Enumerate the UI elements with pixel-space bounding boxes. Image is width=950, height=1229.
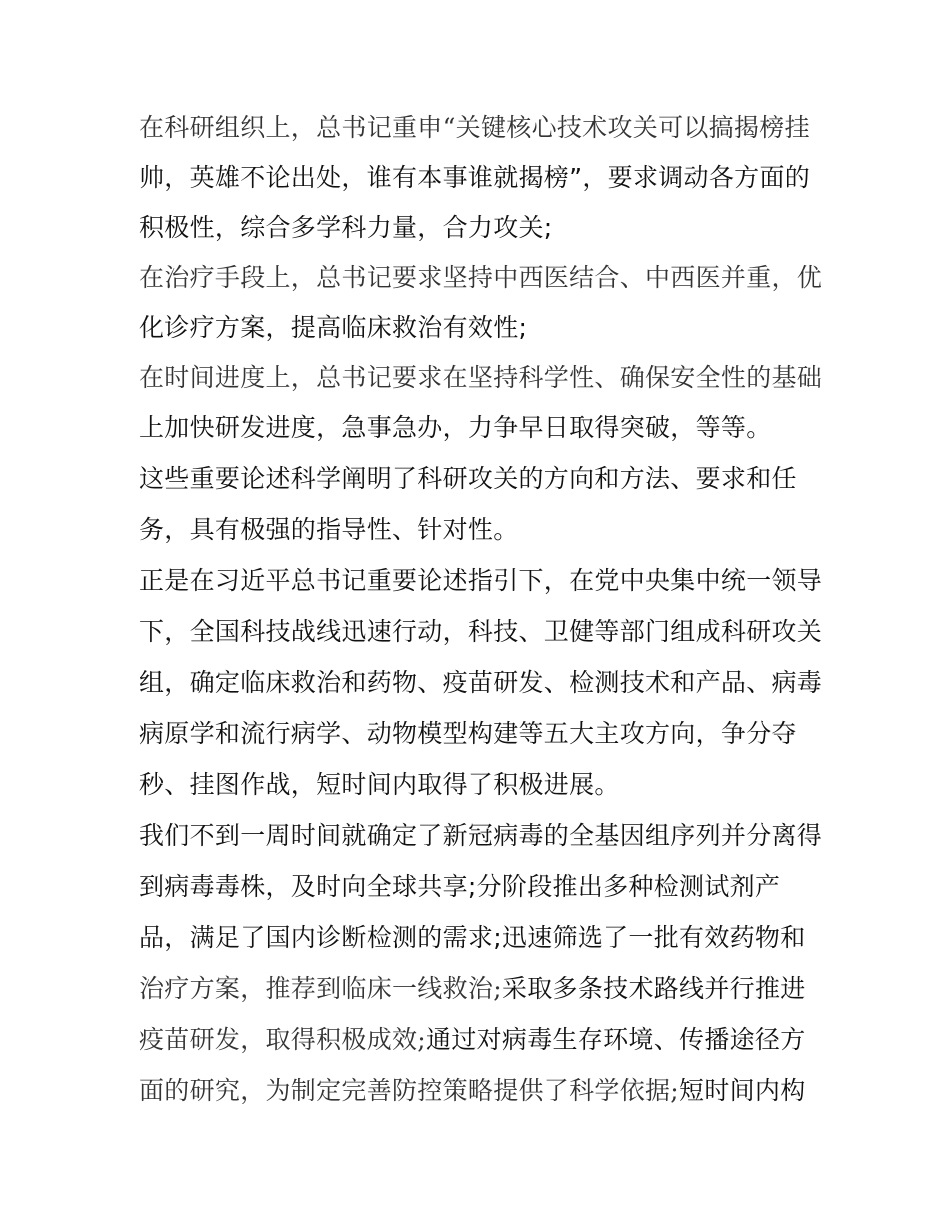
text-segment: 采取多条技术路线并行推进 [501, 974, 806, 1003]
text-line-18 [139, 969, 806, 1009]
text-segment: 治疗方案，推荐到临床一线救治; [139, 974, 502, 1003]
text-segment: 短时间内构 [679, 1076, 806, 1105]
text-line-8 [139, 459, 797, 499]
text-segment: 病原学和流行病学、动物模型构建等五大主攻方向，争分夺 [139, 719, 797, 748]
text-line-20 [139, 1071, 806, 1111]
text-segment: 在科研组织上，总书记重申“关键核心技术攻关可以搞揭榜挂 [139, 113, 810, 142]
text-segment: 在时间进度上，总书记要求在坚持科学性、确保安全性的基础 [139, 363, 823, 392]
text-segment: 积极性，综合多学科力量，合力攻关; [139, 213, 553, 242]
text-line-10 [139, 561, 822, 601]
text-segment: 务，具有极强的指导性、针对性。 [139, 515, 519, 544]
text-segment: 帅，英雄不论出处，谁有本事谁就揭榜”，要求调动各方面的 [139, 163, 811, 192]
text-segment: 在治疗手段上，总书记要求坚持中西医结合、中西医并重，优 [139, 263, 823, 292]
text-line-3 [139, 208, 553, 248]
text-segment: 秒、挂图作战，短时间内取得了积极进展。 [139, 770, 620, 799]
text-line-16 [139, 867, 780, 907]
text-segment: 通过对病毒生存环境、传播途径方 [426, 1025, 806, 1054]
text-segment: 正是在习近平总书记重要论述指引下，在党中央集中统一领导 [139, 566, 823, 595]
text-segment: 下，全国科技战线迅速行动，科技、卫健等部门组成科研攻关 [139, 617, 823, 646]
text-line-1 [139, 108, 810, 148]
text-segment: 组，确定临床救治和药物、疫苗研发、检测技术和产品、病毒 [139, 668, 823, 697]
text-segment: 我们不到一周时间就确定了新冠病毒的全基因组序列并分离得 [139, 821, 823, 850]
text-segment: 品，满足了国内诊断检测的需求;迅速筛选了一批有效药物和 [139, 923, 806, 952]
text-line-5 [139, 308, 527, 348]
text-line-6 [139, 358, 822, 398]
text-line-13 [139, 714, 797, 754]
text-segment: 疫苗研发，取得积极成效; [139, 1025, 427, 1054]
text-line-7 [139, 408, 772, 448]
text-line-19 [139, 1020, 806, 1060]
text-line-15 [139, 816, 822, 856]
text-segment: 面的研究，为制定完善防控策略提供了科学依据; [139, 1076, 680, 1105]
text-line-4 [139, 258, 822, 298]
text-line-9 [139, 510, 519, 550]
text-segment: 化诊疗方案，提高临床救治有效性; [139, 313, 528, 342]
text-line-17 [139, 918, 806, 958]
text-line-14 [139, 765, 620, 805]
text-segment: 到病毒毒株，及时向全球共享;分阶段推出多种检测试剂产 [139, 872, 781, 901]
text-line-2 [139, 158, 810, 198]
text-line-11 [139, 612, 822, 652]
text-line-12 [139, 663, 822, 703]
text-segment: 这些重要论述科学阐明了科研攻关的方向和方法、要求和任 [139, 464, 797, 493]
text-segment: 上加快研发进度，急事急办，力争早日取得突破，等等。 [139, 413, 772, 442]
